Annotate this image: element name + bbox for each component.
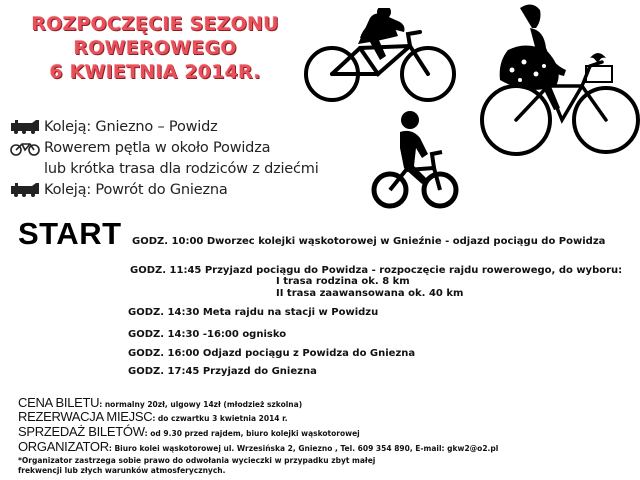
schedule-item: GODZ. 10:00 Dworzec kolejki wąskotorowej w Gnieźnie - odjazd pociągu do Powidza [132, 236, 606, 247]
price-label: CENA BILETU [18, 395, 100, 410]
price-info [18, 395, 302, 410]
schedule-item: GODZ. 16:00 Odjazd pociągu z Powidza do Gniezna [128, 348, 416, 359]
schedule-subitem: II trasa zaawansowana ok. 40 km [276, 288, 464, 299]
organizer-label: ORGANIZATOR [18, 439, 109, 454]
route-item [10, 158, 319, 179]
booking-value: : do czwartku 3 kwietnia 2014 r. [152, 414, 288, 423]
sale-label: SPRZEDAŻ BILETÓW [18, 424, 145, 439]
male-cyclist-illustration [300, 8, 470, 103]
booking-label: REZERWACJA MIEJSC [18, 409, 153, 424]
poster-title [0, 12, 310, 84]
route-item [10, 137, 319, 158]
schedule-subitem: I trasa rodzina ok. 8 km [276, 276, 410, 287]
route-list [10, 116, 319, 200]
organizer-info [18, 439, 498, 454]
disclaimer-note: *Organizator zastrzega sobie prawo do odwołania wycieczki w przypadku zbyt małej frekwencji lub złych warunków atmosferycznych. [18, 456, 376, 475]
train-icon [10, 118, 40, 136]
route-text: Koleją: Powrót do Gniezna [44, 181, 228, 198]
sale-value: : od 9.30 przed rajdem, biuro kolejki wąskotorowej [144, 429, 360, 438]
schedule-item: GODZ. 14:30 -16:00 ognisko [128, 329, 287, 340]
route-text: Koleją: Gniezno – Powidz [44, 118, 218, 135]
train-icon [10, 181, 40, 199]
title-line-3: 6 KWIETNIA 2014R. [49, 61, 261, 83]
title-line-1: ROZPOCZĘCIE SEZONU [31, 13, 279, 35]
schedule-item: GODZ. 14:30 Meta rajdu na stacji w Powidzu [128, 307, 379, 318]
route-text: lub krótka trasa dla rodziców z dziećmi [44, 160, 319, 177]
organizer-value: : Biuro kolei wąskotorowej ul. Wrzesińska 2, Gniezno , Tel. 609 354 890, E-mail: gkw2@o2.pl [108, 444, 499, 453]
bicycle-icon [10, 139, 40, 157]
start-label: START [18, 216, 122, 251]
woman-cyclist-illustration [478, 0, 640, 160]
route-item [10, 179, 319, 200]
title-line-2: ROWEROWEGO [73, 37, 237, 59]
child-cyclist-illustration [370, 108, 462, 214]
route-item [10, 116, 319, 137]
schedule-item: GODZ. 11:45 Przyjazd pociągu do Powidza - rozpoczęcie rajdu rowerowego, do wyboru: [130, 265, 623, 276]
booking-info [18, 409, 288, 424]
price-value: : normalny 20zł, ulgowy 14zł (młodzież szkolna) [99, 400, 303, 409]
ticket-sale-info [18, 424, 360, 439]
route-text: Rowerem pętla w około Powidza [44, 139, 271, 156]
schedule-item: GODZ. 17:45 Przyjazd do Gniezna [128, 366, 317, 377]
